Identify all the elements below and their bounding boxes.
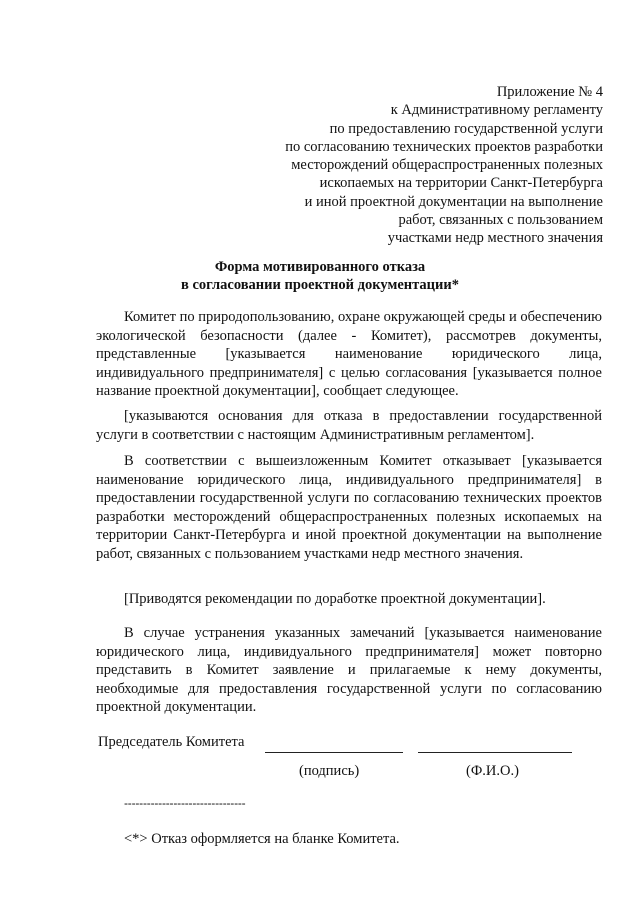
footnote-separator: -------------------------------- — [124, 796, 246, 810]
signature-caption: (подпись) — [299, 763, 360, 779]
appendix-line: месторождений общераспространенных полезных — [291, 157, 603, 174]
paragraph-resubmission: В случае устранения указанных замечаний [указывается наименование юридического лица, индивидуального предпринимателя] может повторно представить в Комитет заявление и прилагаемые к нему документы, необходимые для предоставления государственной услуги по согласованию проектной документации. — [96, 625, 602, 716]
paragraph-refusal: В соответствии с вышеизложенным Комитет отказывает [указывается наименование юридического лица, индивидуального предпринимателя] в предоставлении государственной услуги по согласованию технических проектов разработки месторождений общераспространенных полезных ископаемых на территории Санкт-Петербурга и иной проектной документации на выполнение работ, связанных с пользованием участками недр местного значения. — [96, 453, 602, 562]
appendix-line: и иной проектной документации на выполнение — [304, 193, 603, 210]
paragraph-grounds: [указываются основания для отказа в предоставлении государственной услуги в соответствии с настоящим Административным регламентом]. — [96, 408, 602, 443]
appendix-line: по согласованию технических проектов разработки — [285, 138, 603, 155]
footnote-text: <*> Отказ оформляется на бланке Комитета. — [124, 831, 400, 847]
document-title — [90, 258, 550, 294]
appendix-line: работ, связанных с пользованием — [398, 212, 603, 229]
appendix-line: участками недр местного значения — [387, 230, 603, 247]
name-line — [418, 752, 572, 753]
appendix-header — [163, 83, 603, 248]
appendix-line: Приложение № 4 — [496, 84, 603, 100]
paragraph-recommendations: [Приводятся рекомендации по доработке проектной документации]. — [124, 591, 546, 607]
title-line-2: в согласовании проектной документации* — [181, 277, 459, 293]
appendix-line: ископаемых на территории Санкт-Петербурга — [319, 175, 603, 192]
name-caption: (Ф.И.О.) — [466, 763, 519, 779]
title-line-1: Форма мотивированного отказа — [214, 259, 426, 275]
signature-line — [265, 752, 403, 753]
paragraph-intro: Комитет по природопользованию, охране окружающей среды и обеспечению экологической безопасности (далее - Комитет), рассмотрев документы, представленные [указывается наименование юридического лица, индивидуального предпринимателя] с целью согласования [указывается полное название проектной документации], сообщает следующее. — [96, 309, 602, 400]
signatory-label: Председатель Комитета — [98, 734, 245, 750]
appendix-line: к Административному регламенту — [390, 102, 603, 119]
appendix-line: по предоставлению государственной услуги — [329, 120, 603, 137]
